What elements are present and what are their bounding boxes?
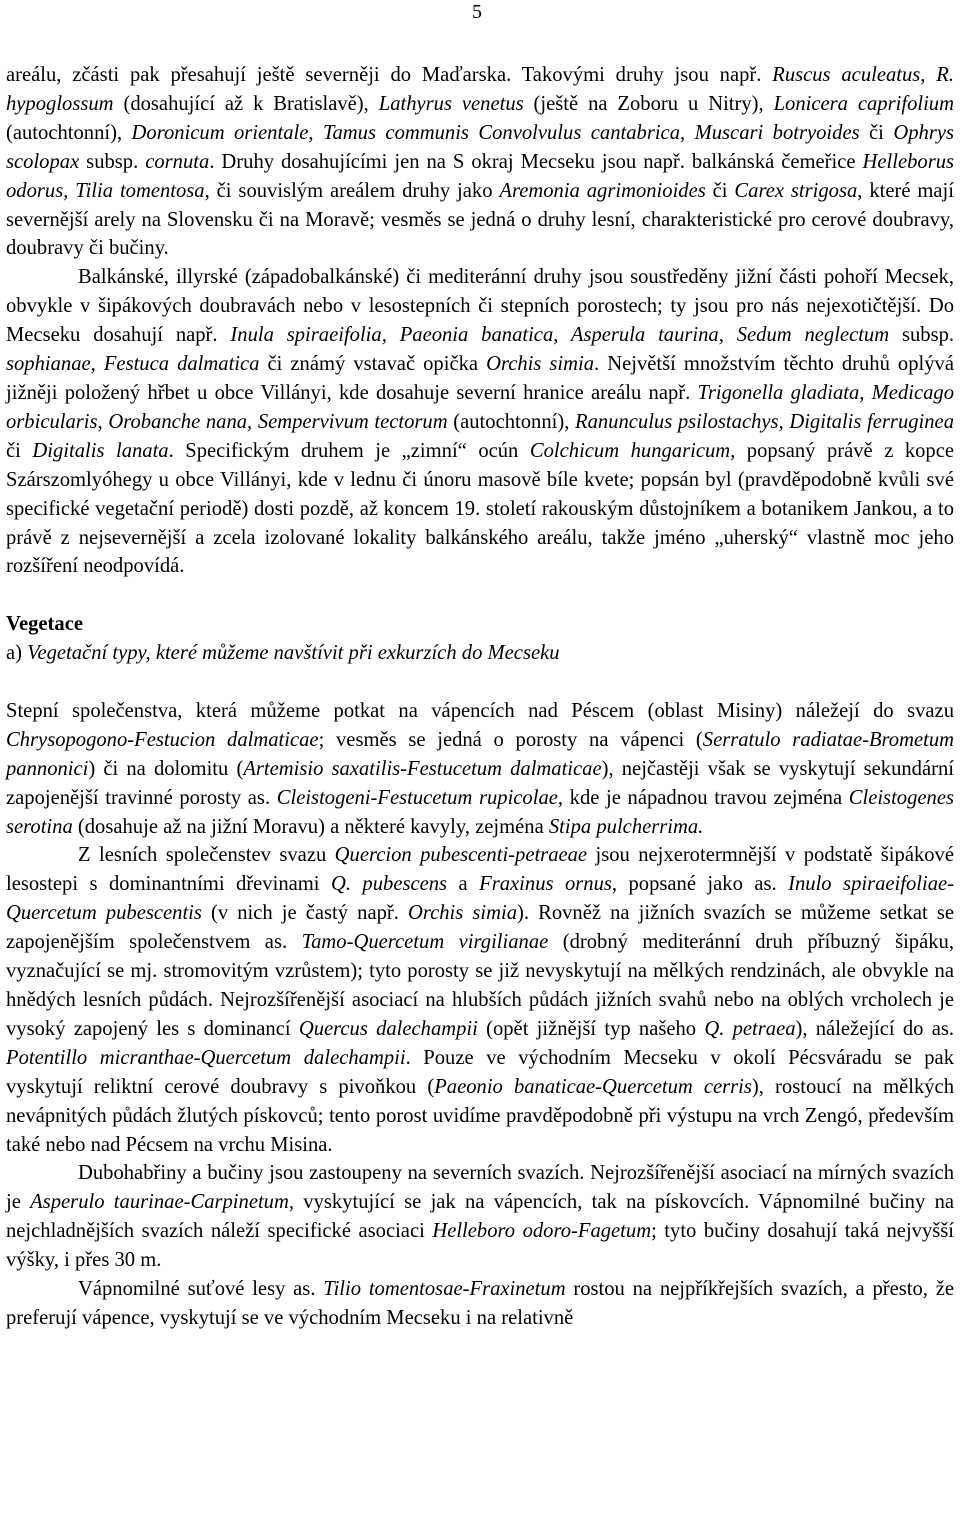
text-run: ), rostoucí na mělkých nevápnitých půdách žlutých pískovců; tento porost uvidíme pravděpodobně při výstupu na vrch Zengó, především také nebo nad Pécsem na vrchu Misina. (6, 1075, 954, 1156)
text-run: (autochtonní), (6, 121, 132, 144)
text-run: Vápnomilné suťové lesy as. (78, 1278, 324, 1301)
italic-term: Tamo-Quercetum virgilianae (301, 931, 549, 954)
text-run: či (6, 439, 33, 462)
italic-term: Stipa pulcherrima. (548, 815, 704, 838)
text-run: či (705, 179, 735, 202)
text-run: rostou na nejpříkřejších svazích, a přesto, že preferují vápence, vyskytují se ve východním Mecseku i na relativně (6, 1278, 955, 1329)
text-run: (drobný mediteránní druh příbuzný šipáku, vyznačující se mj. stromovitým vzrůstem); tyto porosty se již nevyskytují na mělkých rendzinách, ale obvykle na hnědých lesních půdách. Nejrozšířenější asociací na hlubších půdách jižních svahů nebo na oblých vrcholech je vysoký zapojený les s dominancí (6, 931, 954, 1040)
text-run: areálu, zčásti pak přesahují ještě severněji do Maďarska. Takovými druhy jsou např. (6, 64, 773, 86)
intro-paragraphs (6, 61, 954, 581)
text-run: (ještě na Zoboru u Nitry), (523, 92, 774, 115)
italic-term: Serratulo radiatae-Brometum pannonici (6, 728, 954, 780)
text-run: popsaný právě z kopce Szárszomlyóhegy u obce Villányi, kde v lednu či únoru masově bíle kvete; popsán byl (pravděpodobně kvůli své specifické vegetační periodě) dosti pozdě, až koncem 19. století rakouským důstojníkem a botanikem Jankou, a to právě z nejsevernější a zcela izolované lokality balkánského areálu, takže jméno „uherský“ vlastně moc jeho rozšíření neodpovídá. (6, 439, 955, 578)
italic-term: Digitalis lanata (32, 439, 169, 462)
italic-term: Orchis simia (486, 353, 595, 376)
text-run: Stepní společenstva, která můžeme potkat na vápencích nad Péscem (oblast Misiny) náležejí do svazu (6, 699, 954, 722)
text-run: Balkánské, illyrské (západobalkánské) či mediteránní druhy jsou soustředěny jižní části pohoří Mecsek, obvykle v šipákových doubravách nebo v lesostepních či stepních porostech; ty jsou pro nás nejexotičtější. Do Mecseku dosahují např. (6, 266, 954, 347)
italic-term: Tilio tomentosae-Fraxinetum (323, 1278, 566, 1301)
italic-term: Helleborus odorus, Tilia tomentosa, (6, 150, 955, 202)
section-subheading (6, 639, 954, 668)
paragraph-p5 (6, 1159, 954, 1275)
paragraph-p4 (6, 841, 954, 1159)
paragraph-p1 (6, 61, 954, 263)
text-run: jsou nejxerotermnější v podstatě šipákové lesostepi s dominantními dřevinami (6, 844, 954, 896)
italic-term: Colchicum hungaricum, (529, 439, 736, 462)
text-run: (dosahuje až na jižní Moravu) a některé kavyly, zejména (72, 815, 549, 838)
italic-term: Artemisio saxatilis-Festucetum dalmaticae (243, 757, 602, 780)
subheading-prefix: a) (6, 642, 28, 665)
text-run: . Pouze ve východním Mecseku v okolí Pécsváradu se pak vyskytují reliktní cerové doubravy s pivoňkou ( (6, 1046, 954, 1098)
italic-term: Cleistogenes serotina (6, 786, 954, 838)
paragraph-p3 (6, 697, 954, 842)
italic-term: Helleboro odoro-Fagetum (432, 1220, 652, 1243)
italic-term: Lathyrus venetus (378, 92, 524, 115)
text-run: (autochtonní), (447, 410, 575, 433)
italic-term: Chrysopogono-Festucion dalmaticae (6, 728, 319, 751)
text-run: Dubohabřiny a bučiny jsou zastoupeny na severních svazích. Nejrozšířenější asociací na mírných svazích je (6, 1162, 954, 1214)
text-run: , popsané jako as. (611, 873, 789, 896)
text-run: a (447, 873, 480, 896)
italic-term: Inulo spiraeifoliae-Quercetum pubescentis (6, 873, 955, 925)
italic-term: Carex strigosa (734, 179, 858, 202)
italic-term: sophianae, Festuca dalmatica (6, 353, 260, 376)
italic-term: Q. pubescens (330, 873, 448, 896)
italic-term: Potentillo micranthae-Quercetum dalechampii (6, 1046, 406, 1069)
text-run: (v nich je častý např. (201, 902, 408, 925)
text-run: ) či na dolomitu ( (88, 757, 244, 780)
italic-term: Aremonia agrimonioides (499, 179, 706, 202)
text-run: . Největší množstvím těchto druhů oplývá jižněji položený hřbet u obce Villányi, kde dosahuje severní hranice areálu např. (6, 353, 954, 404)
italic-term: Asperulo taurinae-Carpinetum (30, 1191, 289, 1214)
text-run: či souvislým areálem druhy jako (209, 179, 500, 202)
text-run: . Druhy dosahujícími jen na S okraj Mecseku jsou např. balkánská čemeřice (209, 150, 863, 173)
paragraph-p2 (6, 263, 954, 581)
italic-term: Cleistogeni-Festucetum rupicolae (276, 786, 558, 809)
italic-term: Trigonella gladiata, Medicago orbicularis, Orobanche nana, Sempervivum tectorum (6, 381, 954, 433)
text-run: (dosahující až k Bratislavě), (113, 92, 379, 115)
text-run: ), nejčastěji však se vyskytují sekundární zapojenější travinné porosty as. (6, 757, 954, 809)
subheading-text: Vegetační typy, které můžeme navštívit při exkurzích do Mecseku (27, 642, 560, 665)
italic-term: Paeonio banaticae-Quercetum cerris (434, 1075, 752, 1098)
page-number: 5 (472, 1, 482, 23)
vegetation-paragraphs (6, 697, 954, 1333)
section-heading: Vegetace (6, 613, 83, 636)
italic-term: Ophrys scolopax (6, 121, 954, 173)
italic-term: Q. petraea (704, 1017, 796, 1040)
text-run: , vyskytující se jak na vápencích, tak na pískovcích. Vápnomilné bučiny na nejchladnějších svazích náleží specifické asociaci (6, 1191, 955, 1243)
italic-term: Ruscus aculeatus, R. hypoglossum (6, 64, 954, 115)
text-run: , kde je nápadnou travou zejména (557, 786, 849, 809)
italic-term: Doronicum orientale, Tamus communis Convolvulus cantabrica, Muscari botryoides (131, 121, 860, 144)
text-run: ). Rovněž na jižních svazích se můžeme setkat se zapojenějším společenstvem as. (6, 902, 954, 954)
italic-term: Fraxinus ornus (479, 873, 612, 896)
italic-term: Ranunculus psilostachys, Digitalis ferruginea (574, 410, 954, 433)
text-run: subsp. (79, 150, 146, 173)
text-run: ; tyto bučiny dosahují taká nejvyšší výšky, i přes 30 m. (6, 1220, 955, 1272)
text-run: ; vesměs se jedná o porosty na vápenci ( (318, 728, 703, 751)
text-run: Z lesních společenstev svazu (78, 844, 335, 867)
italic-term: Quercion pubescenti-petraeae (334, 844, 588, 867)
italic-term: Inula spiraeifolia, Paeonia banatica, Asperula taurina, Sedum neglectum (230, 324, 890, 347)
italic-term: Lonicera caprifolium (773, 92, 954, 115)
text-run: . Specifickým druhem je „zimní“ ocún (168, 439, 530, 462)
text-run: , které mají severnější arely na Slovensku či na Moravě; vesměs se jedná o druhy lesní, charakteristické pro cerové doubravy, doubravy či bučiny. (6, 179, 954, 260)
page-content (6, 61, 954, 1333)
text-run: ), náležející do as. (795, 1017, 955, 1040)
italic-term: cornuta (145, 150, 210, 173)
text-run: (opět jižnější typ našeho (477, 1017, 705, 1040)
text-run: či (859, 121, 894, 144)
paragraph-p6 (6, 1275, 954, 1333)
italic-term: Quercus dalechampii (298, 1017, 478, 1040)
text-run: či známý vstavač opička (259, 353, 487, 376)
text-run: subsp. (889, 324, 955, 347)
italic-term: Orchis simia (407, 902, 517, 925)
